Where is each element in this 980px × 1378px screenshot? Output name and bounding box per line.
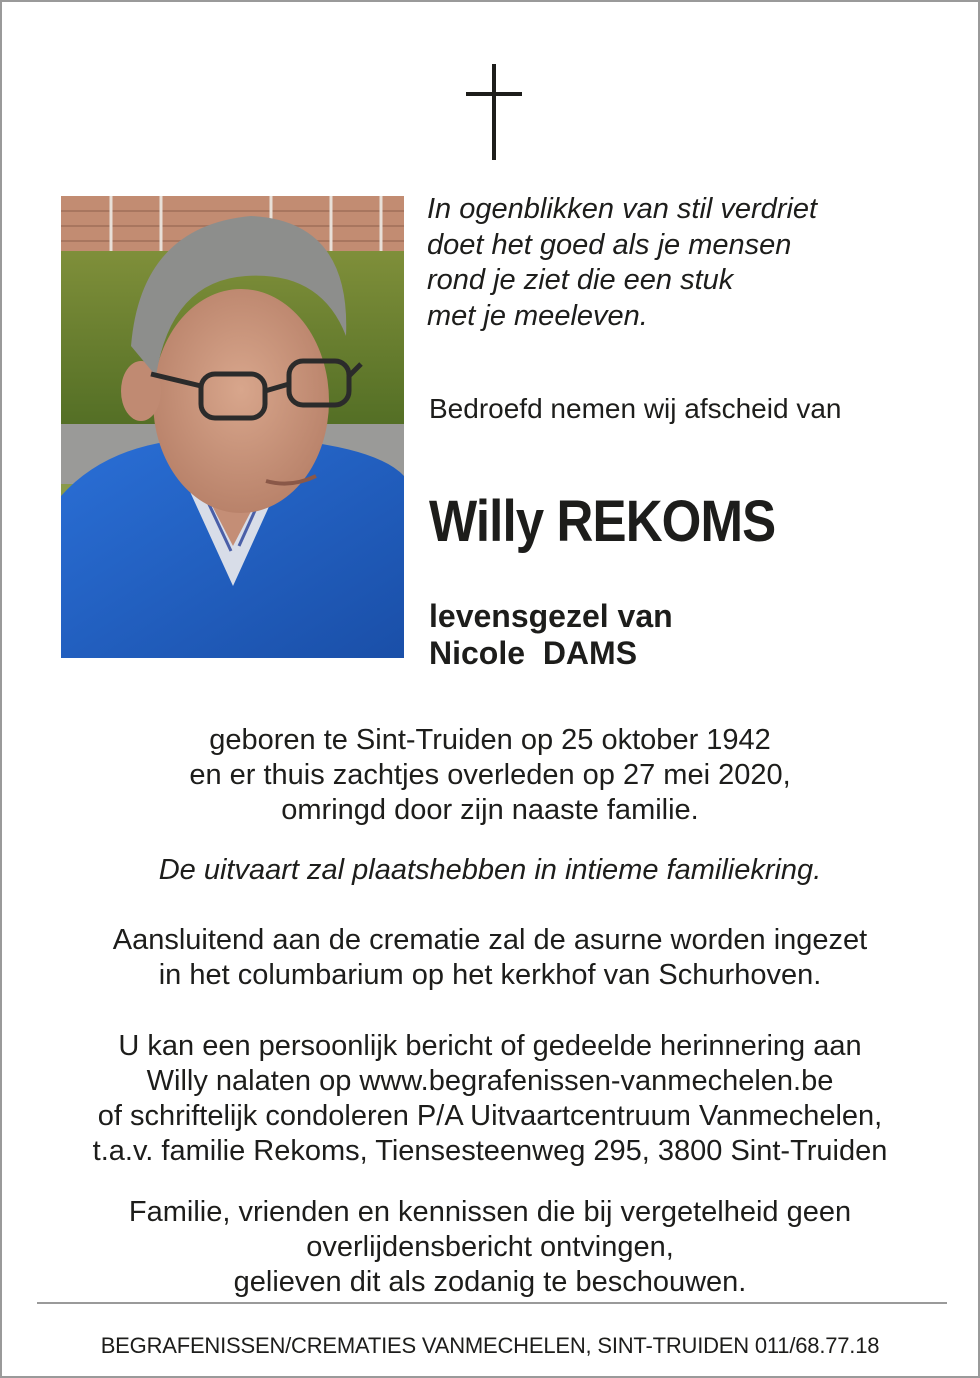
condolence-info [2,1029,978,1169]
condolence-line: Willy nalaten op www.begrafenissen-vanmechelen.be [146,1065,834,1097]
life-dates-line: omringd door zijn naaste familie. [281,794,699,826]
intro-text: Bedroefd nemen wij afscheid van [429,393,842,424]
poem [427,192,947,334]
closing-line: overlijdensbericht ontvingen, [306,1231,674,1263]
relation-label: levensgezel van [429,598,673,634]
life-dates-line: geboren te Sint-Truiden op 25 oktober 1942 [209,724,771,756]
poem-line: rond je ziet die een stuk [427,264,734,296]
life-dates [2,723,978,828]
deceased-name: Willy REKOMS [429,489,776,554]
poem-line: met je meeleven. [427,299,648,332]
poem-line: In ogenblikken van stil verdriet [427,193,818,225]
cremation-info [2,923,978,993]
portrait-photo [61,196,404,658]
funeral-note: De uitvaart zal plaatshebben in intieme familiekring. [158,854,822,886]
partner-block [429,598,673,672]
footer-divider [37,1302,947,1304]
condolence-line: of schriftelijk condoleren P/A Uitvaartcentruum Vanmechelen, [97,1100,883,1132]
closing-line: gelieven dit als zodanig te beschouwen. [233,1266,747,1298]
condolence-line: t.a.v. familie Rekoms, Tiensesteenweg 295, 3800 Sint-Truiden [92,1135,888,1167]
partner-name: Nicole DAMS [429,635,638,671]
cremation-line: Aansluitend aan de crematie zal de asurne worden ingezet [112,924,868,956]
condolence-line: U kan een persoonlijk bericht of gedeelde herinnering aan [118,1030,862,1062]
footer-funeral-home: BEGRAFENISSEN/CREMATIES VANMECHELEN, SINT-TRUIDEN 011/68.77.18 [100,1333,880,1358]
life-dates-line: en er thuis zachtjes overleden op 27 mei 2020, [189,759,791,791]
closing-note [2,1195,978,1300]
closing-line: Familie, vrienden en kennissen die bij vergetelheid geen [128,1196,852,1228]
cremation-line: in het columbarium op het kerkhof van Schurhoven. [158,959,822,991]
poem-line: doet het goed als je mensen [427,228,792,261]
cross-icon [464,64,524,160]
